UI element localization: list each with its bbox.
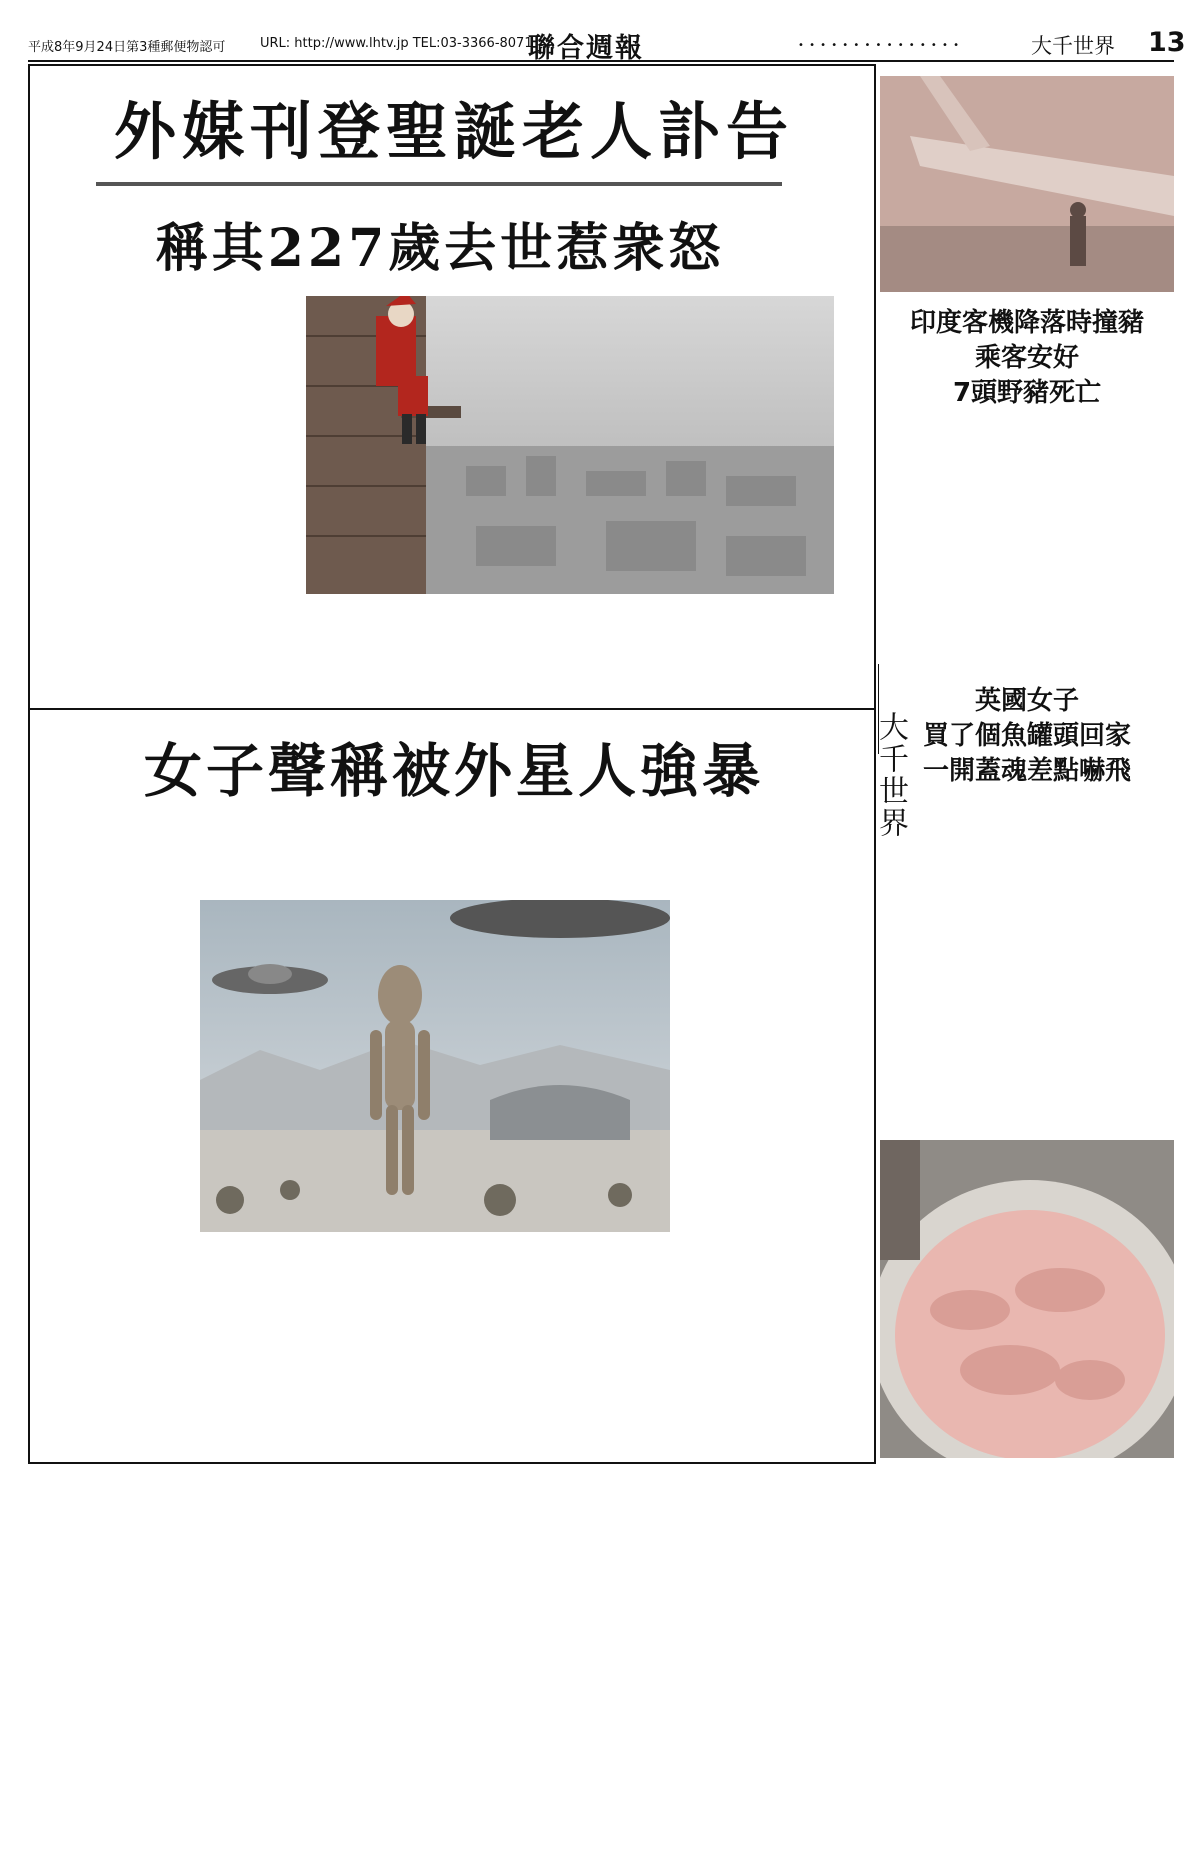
section-name: 大千世界 [1031, 34, 1115, 58]
masthead-url: URL: http://www.lhtv.jp TEL:03-3366-8071 [260, 36, 533, 51]
tuna-photo [880, 1140, 1174, 1458]
fish-can-title: 英國女子 買了個魚罐頭回家 一開蓋魂差點嚇飛 [922, 686, 1131, 787]
page-number: 13 [1148, 27, 1186, 58]
paper-name: 聯合週報 [528, 33, 644, 64]
masthead-dots: • • • • • • • • • • • • • • • [798, 40, 960, 51]
alien-photo [200, 900, 670, 1232]
masthead-date: 平成8年9月24日第3種郵便物認可 [28, 40, 226, 55]
headline-rule [96, 182, 782, 186]
masthead [28, 26, 1186, 64]
santa-photo [306, 296, 834, 594]
article1-headline: 外媒刊登聖誕老人訃告 [113, 95, 794, 168]
india-plane-title: 印度客機降落時撞豬 乘客安好 7頭野豬死亡 [909, 308, 1144, 409]
article1-subheadline: 稱其227歲去世惹衆怒 [155, 218, 725, 279]
article2-headline: 女子聲稱被外星人強暴 [143, 737, 764, 805]
side-label: 大千世界 [873, 711, 908, 839]
article-divider [30, 708, 874, 710]
plane-photo [880, 76, 1174, 292]
